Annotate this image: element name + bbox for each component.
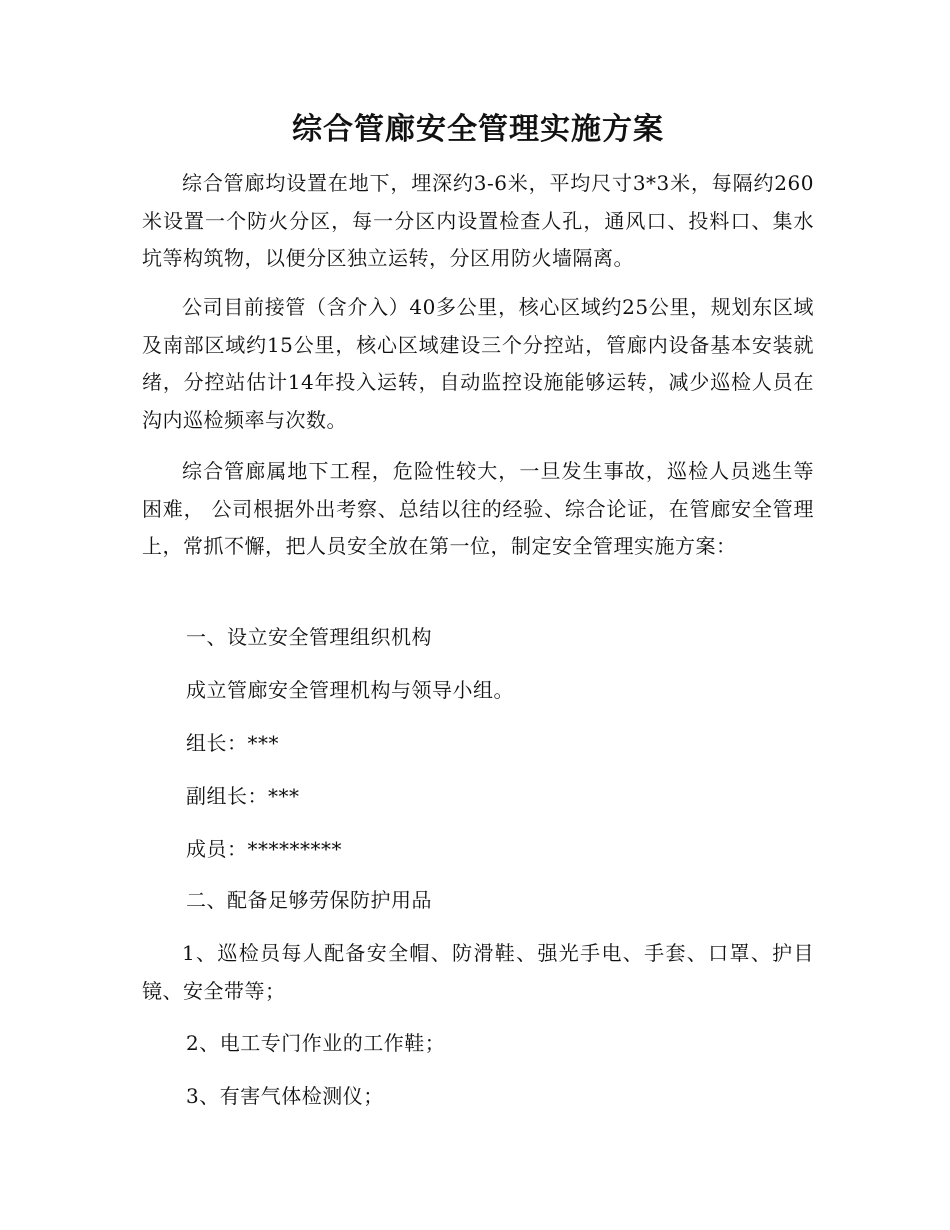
document-page bbox=[142, 0, 814, 1230]
leader-line: 组长：*** bbox=[186, 731, 279, 755]
ppe-item-3: 3、有害气体检测仪； bbox=[186, 1084, 384, 1108]
section-intro-organization: 成立管廊安全管理机构与领导小组。 bbox=[186, 678, 514, 702]
document-title: 综合管廊安全管理实施方案 bbox=[292, 112, 664, 147]
paragraph-safety-approach: 综合管廊属地下工程，危险性较大，一旦发生事故，巡检人员逃生等困难， 公司根据外出考察、总结以往的经验、综合论证，在管廊安全管理上，常抓不懈，把人员安全放在第一位，制定安全管理实施方案： bbox=[142, 459, 814, 558]
members-line: 成员：********* bbox=[186, 837, 342, 861]
paragraph-company-status: 公司目前接管（含介入）40多公里，核心区域约25公里，规划东区域及南部区域约15公里，核心区域建设三个分控站，管廊内设备基本安装就绪，分控站估计14年投入运转，自动监控设施能够运转，减少巡检人员在沟内巡检频率与次数。 bbox=[142, 295, 814, 432]
deputy-leader-line: 副组长：*** bbox=[186, 784, 300, 808]
section-heading-ppe: 二、配备足够劳保防护用品 bbox=[186, 888, 432, 912]
section-heading-organization: 一、设立安全管理组织机构 bbox=[186, 625, 432, 649]
ppe-item-2: 2、电工专门作业的工作鞋； bbox=[186, 1031, 446, 1055]
paragraph-overview: 综合管廊均设置在地下，埋深约3-6米，平均尺寸3*3米，每隔约260米设置一个防火分区，每一分区内设置检查人孔，通风口、投料口、集水坑等构筑物，以便分区独立运转，分区用防火墙隔离。 bbox=[142, 171, 814, 270]
ppe-item-1: 1、巡检员每人配备安全帽、防滑鞋、强光手电、手套、口罩、护目镜、安全带等； bbox=[142, 941, 814, 1003]
